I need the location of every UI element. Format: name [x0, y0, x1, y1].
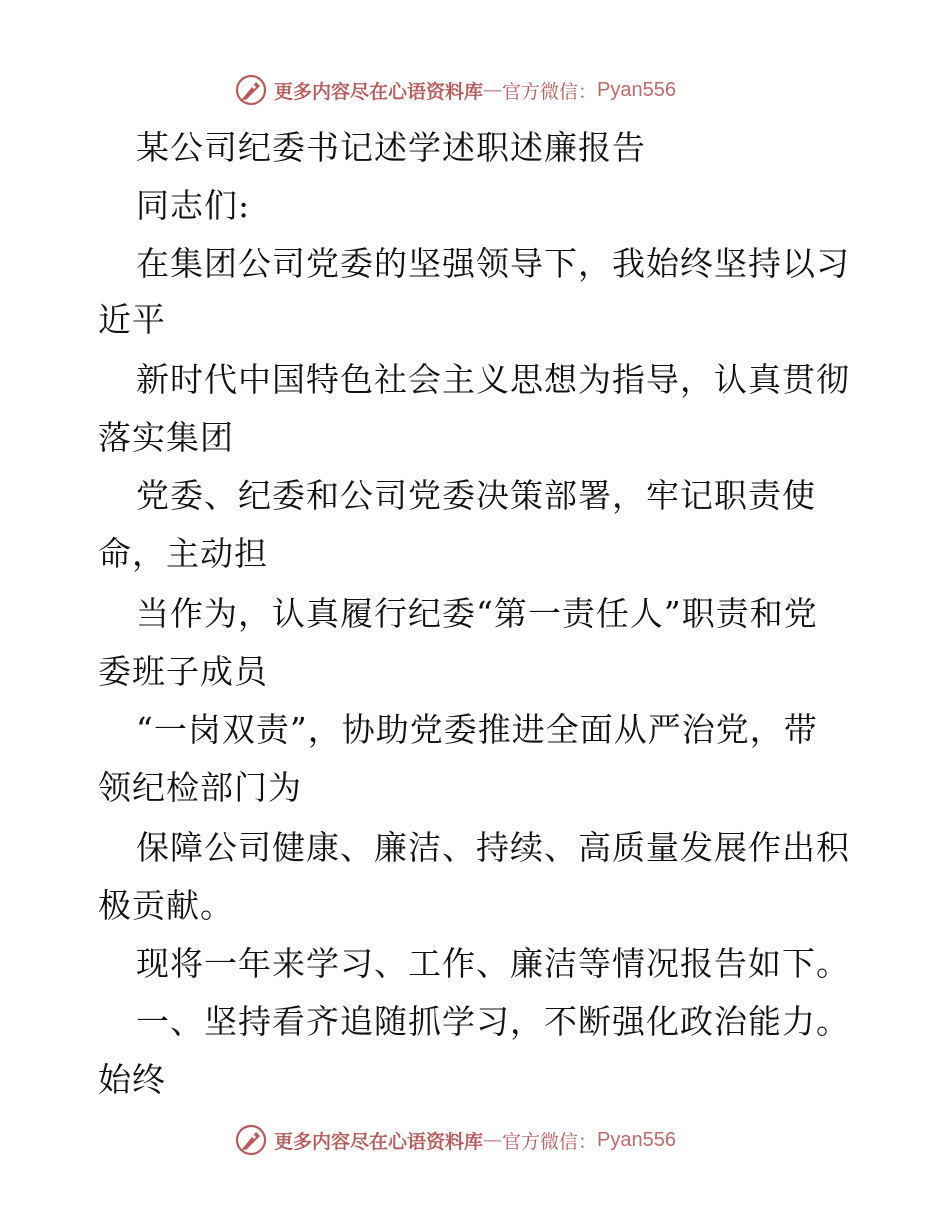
footer-watermark-banner [0, 1120, 950, 1160]
banner-wechat-label: 官方微信： [502, 1130, 598, 1153]
paragraph-line: 新时代中国特色社会主义思想为指导，认真贯彻 [136, 360, 850, 399]
banner-brand-text: 更多内容尽在心语资料库 [274, 80, 484, 103]
banner-wechat-id: Pyan556 [597, 1128, 676, 1151]
paragraph-line: 在集团公司党委的坚强领导下，我始终坚持以习 [136, 244, 850, 283]
paragraph-line: 近平 [98, 300, 166, 339]
paragraph-line: 保障公司健康、廉洁、持续、高质量发展作出积 [136, 828, 850, 867]
header-watermark-banner [0, 70, 950, 110]
section-heading-line: 一、坚持看齐追随抓学习，不断强化政治能力。 [136, 1002, 850, 1041]
paragraph-line: 领纪检部门为 [98, 768, 302, 807]
document-title: 某公司纪委书记述学述职述廉报告 [136, 128, 646, 167]
salutation: 同志们: [136, 186, 251, 225]
paragraph-line: 始终 [98, 1060, 166, 1099]
banner-wechat-id: Pyan556 [597, 78, 676, 101]
paragraph-line: 命，主动担 [98, 534, 268, 573]
banner-separator: — [483, 1129, 503, 1151]
paragraph-line: “一岗双责”，协助党委推进全面从严治党，带 [136, 710, 818, 749]
paragraph-line: 委班子成员 [98, 652, 268, 691]
banner-wechat-label: 官方微信： [502, 80, 598, 103]
banner-separator: — [483, 79, 503, 101]
paragraph-line: 党委、纪委和公司党委决策部署，牢记职责使 [136, 476, 816, 515]
paragraph-line: 落实集团 [98, 418, 234, 457]
pen-nib-circle-icon [234, 1123, 268, 1157]
paragraph-line: 当作为，认真履行纪委“第一责任人”职责和党 [136, 594, 818, 633]
paragraph-line: 现将一年来学习、工作、廉洁等情况报告如下。 [136, 944, 850, 983]
banner-brand-text: 更多内容尽在心语资料库 [274, 1130, 484, 1153]
paragraph-line: 极贡献。 [98, 886, 234, 925]
pen-nib-circle-icon [234, 73, 268, 107]
